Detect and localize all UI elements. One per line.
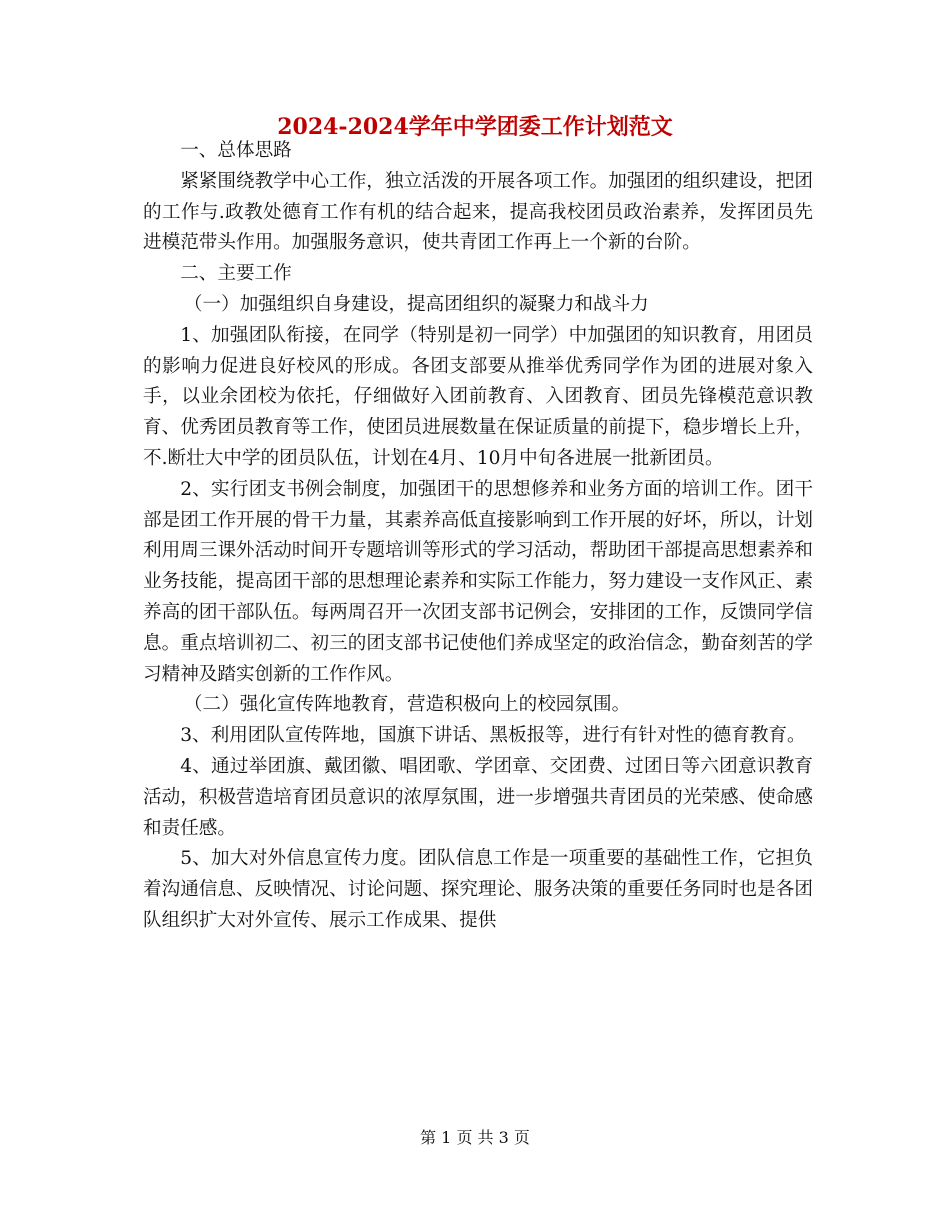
subheading-organization: （一）加强组织自身建设，提高团组织的凝聚力和战斗力	[183, 293, 649, 315]
page-footer: 第 1 页 共 3 页	[420, 1128, 530, 1147]
document-body	[143, 136, 813, 937]
paragraph: 4、通过举团旗、戴团徽、唱团歌、学团章、交团费、过团日等六团意识教育活动，积极营造培育团员意识的浓厚氛围，进一步增强共青团员的光荣感、使命感和责任感。	[143, 755, 813, 839]
paragraph: 5、加大对外信息宣传力度。团队信息工作是一项重要的基础性工作，它担负着沟通信息、反映情况、讨论问题、探究理论、服务决策的重要任务同时也是各团队组织扩大对外宣传、展示工作成果、提供	[143, 848, 813, 931]
paragraph: 2、实行团支书例会制度，加强团干的思想修养和业务方面的培训工作。团干部是团工作开展的骨干力量，其素养高低直接影响到工作开展的好坏，所以，计划利用周三课外活动时间开专题培训等形式的学习活动，帮助团干部提高思想素养和业务技能，提高团干部的思想理论素养和实际工作能力，努力建设一支作风正、素养高的团干部队伍。每两周召开一次团支部书记例会，安排团的工作，反馈同学信息。重点培训初二、初三的团支部书记使他们养成坚定的政治信念，勤奋刻苦的学习精神及踏实创新的工作作风。	[143, 478, 813, 685]
paragraph: 紧紧围绕教学中心工作，独立活泼的开展各项工作。加强团的组织建设，把团的工作与.政教处德育工作有机的结合起来，提高我校团员政治素养，发挥团员先进模范带头作用。加强服务意识，使共青团工作再上一个新的台阶。	[143, 170, 813, 254]
heading-overall-approach: 一、总体思路	[180, 140, 292, 161]
heading-main-work: 二、主要工作	[180, 263, 292, 285]
document-title: 2024-2024学年中学团委工作计划范文	[277, 114, 673, 140]
paragraph: 3、利用团队宣传阵地，国旗下讲话、黑板报等，进行有针对性的德育教育。	[180, 725, 806, 747]
paragraph: 1、加强团队衔接，在同学（特别是初一同学）中加强团的知识教育，用团员的影响力促进良好校风的形成。各团支部要从推举优秀同学作为团的进展对象入手，以业余团校为依托，仔细做好入团前教育、入团教育、团员先锋模范意识教育、优秀团员教育等工作，使团员进展数量在保证质量的前提下，稳步增长上升，不.断壮大中学的团员队伍，计划在4月、10月中旬各进展一批新团员。	[143, 324, 813, 469]
subheading-publicity: （二）强化宣传阵地教育，营造积极向上的校园氛围。	[183, 694, 631, 716]
